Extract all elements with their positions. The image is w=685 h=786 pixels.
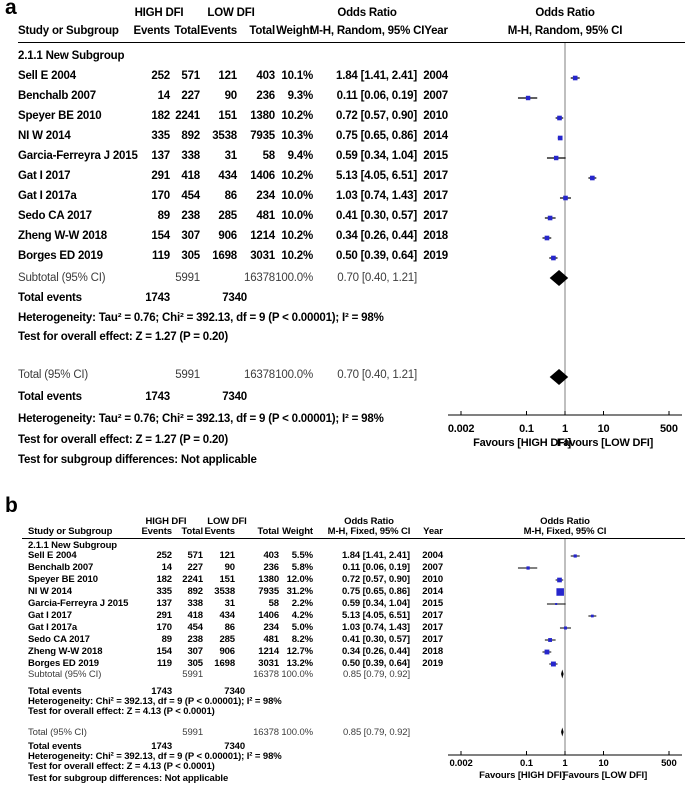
- year-value: 2010: [422, 574, 443, 585]
- axis-tick-label: 1: [562, 758, 568, 769]
- plot-odds-ratio-header: Odds Ratio: [540, 516, 590, 527]
- or-point-marker: [558, 136, 563, 141]
- total-high-value: 338: [181, 150, 200, 162]
- or-point-marker: [551, 662, 556, 667]
- study-name: Garcia-Ferreyra J 2015: [28, 598, 129, 609]
- axis-tick-label: 0.1: [519, 423, 534, 435]
- total-events-low: 7340: [222, 292, 247, 304]
- total-high-value: 307: [187, 646, 203, 657]
- study-name: Gat I 2017a: [18, 190, 77, 202]
- total-high-value: 418: [187, 610, 203, 621]
- events-high-value: 182: [151, 110, 170, 122]
- panel-a-label: a: [5, 0, 17, 19]
- total-high-value: 238: [187, 634, 203, 645]
- total-low-value: 3031: [250, 250, 275, 262]
- weight-value: 2.2%: [291, 598, 313, 609]
- year-value: 2017: [423, 210, 448, 222]
- or-ci-value: 0.59 [0.34, 1.04]: [341, 598, 410, 609]
- total-high-value: 305: [181, 250, 200, 262]
- axis-tick-label: 10: [597, 423, 610, 435]
- year-value: 2018: [423, 230, 448, 242]
- total-high-value: 338: [187, 598, 203, 609]
- or-ci-value: 1.03 [0.74, 1.43]: [336, 190, 417, 202]
- total-low-value: 403: [256, 70, 275, 82]
- events-low-value: 1698: [212, 250, 237, 262]
- total-low-value: 58: [262, 150, 275, 162]
- total-low-value: 3031: [258, 658, 279, 669]
- weight-value: 10.2%: [281, 250, 313, 262]
- total-low-value: 1406: [250, 170, 275, 182]
- subtotal-total-low: 16378: [244, 272, 275, 284]
- study-name: Sell E 2004: [18, 70, 76, 82]
- heterogeneity-text: Heterogeneity: Tau² = 0.76; Chi² = 392.13, df = 9 (P < 0.00001); I² = 98%: [18, 312, 384, 324]
- events-low-value: 3538: [214, 586, 235, 597]
- or-ci-value: 0.34 [0.26, 0.44]: [341, 646, 410, 657]
- year-value: 2007: [422, 562, 443, 573]
- total-label: Total (95% CI): [28, 727, 87, 738]
- total-low-value: 234: [263, 622, 279, 633]
- year-value: 2014: [422, 586, 443, 597]
- total-events2-low: 7340: [224, 741, 245, 752]
- or-point-marker: [573, 76, 578, 81]
- or-ci-value: 1.84 [1.41, 2.41]: [341, 550, 410, 561]
- overall-effect-text: Test for overall effect: Z = 4.13 (P < 0.0001): [28, 706, 215, 717]
- weight-header: Weight: [276, 25, 313, 37]
- axis-tick-label: 10: [598, 758, 609, 769]
- study-name: Borges ED 2019: [18, 250, 103, 262]
- events-high-value: 252: [151, 70, 170, 82]
- total-high-value: 418: [181, 170, 200, 182]
- total-low-value: 1214: [250, 230, 275, 242]
- subgroup-diff-text: Test for subgroup differences: Not applicable: [18, 454, 257, 466]
- favours-right-label: Favours [LOW DFI]: [556, 437, 654, 449]
- total-high-value: 571: [181, 70, 200, 82]
- events-low-value: 90: [224, 562, 235, 573]
- year-value: 2019: [423, 250, 448, 262]
- year-value: 2004: [422, 550, 443, 561]
- events-low-value: 906: [218, 230, 237, 242]
- total-low-value: 1406: [258, 610, 279, 621]
- total-events-low: 7340: [224, 686, 245, 697]
- total-events2-label: Total events: [28, 741, 82, 752]
- study-name: Sedo CA 2017: [28, 634, 90, 645]
- events-high-value: 291: [156, 610, 172, 621]
- study-name: Gat I 2017a: [28, 622, 78, 633]
- or-ci-value: 0.11 [0.06, 0.19]: [342, 562, 410, 573]
- events-high-value: 154: [151, 230, 170, 242]
- or-point-marker: [551, 256, 556, 261]
- or-point-marker: [526, 566, 529, 569]
- weight-value: 5.5%: [291, 550, 313, 561]
- subgroup-label: 2.1.1 New Subgroup: [28, 540, 117, 551]
- total-high-value: 227: [181, 90, 200, 102]
- study-name: Sell E 2004: [28, 550, 77, 561]
- events-high-value: 119: [152, 250, 170, 262]
- or-point-marker: [545, 236, 550, 241]
- events-high-value: 89: [161, 634, 172, 645]
- events-high-value: 170: [156, 622, 172, 633]
- events-low-value: 285: [219, 634, 235, 645]
- high-dfi-group-header: HIGH DFI: [145, 516, 187, 527]
- total-low-value: 403: [263, 550, 279, 561]
- or-point-marker: [555, 603, 557, 605]
- or-point-marker: [554, 156, 558, 160]
- total-low-value: 7935: [258, 586, 279, 597]
- favours-right-label: Favours [LOW DFI]: [562, 770, 648, 781]
- total-events-high: 1743: [145, 292, 170, 304]
- events-high-value: 119: [156, 658, 172, 669]
- total-events-label: Total events: [28, 686, 82, 697]
- subtotal-label: Subtotal (95% CI): [28, 669, 102, 680]
- study-name: Sedo CA 2017: [18, 210, 92, 222]
- low-dfi-group-header: LOW DFI: [207, 516, 247, 527]
- total-high-value: 454: [181, 190, 200, 202]
- total-high-value: 227: [187, 562, 203, 573]
- total-high-value: 892: [187, 586, 203, 597]
- total-total-high: 5991: [175, 369, 200, 381]
- events-low-value: 121: [218, 70, 237, 82]
- total-low-value: 236: [256, 90, 275, 102]
- events-low-header: Events: [200, 25, 237, 37]
- subtotal-label: Subtotal (95% CI): [18, 272, 106, 284]
- total-low-value: 481: [256, 210, 275, 222]
- total-total-high: 5991: [182, 727, 203, 738]
- subtotal-or-ci: 0.85 [0.79, 0.92]: [343, 669, 410, 680]
- or-point-marker: [563, 196, 568, 201]
- total-high-value: 892: [181, 130, 200, 142]
- weight-value: 9.4%: [287, 150, 313, 162]
- total-total-low: 16378: [244, 369, 275, 381]
- weight-value: 5.8%: [291, 562, 313, 573]
- or-ci-value: 0.72 [0.57, 0.90]: [336, 110, 417, 122]
- events-high-value: 14: [161, 562, 172, 573]
- total-low-value: 236: [263, 562, 279, 573]
- year-value: 2019: [422, 658, 443, 669]
- total-total-low: 16378: [253, 727, 279, 738]
- study-column-header: Study or Subgroup: [18, 25, 119, 37]
- or-point-marker: [556, 588, 564, 596]
- subgroup-diff-text: Test for subgroup differences: Not applicable: [28, 773, 229, 784]
- study-name: Zheng W-W 2018: [18, 230, 107, 242]
- or-ci-value: 0.75 [0.65, 0.86]: [341, 586, 410, 597]
- total-high-header: Total: [174, 25, 200, 37]
- year-header: Year: [423, 526, 443, 537]
- axis-tick-label: 0.1: [520, 758, 533, 769]
- subtotal-total-low: 16378: [253, 669, 279, 680]
- axis-tick-label: 500: [661, 758, 677, 769]
- or-ci-value: 1.84 [1.41, 2.41]: [336, 70, 417, 82]
- or-point-marker: [548, 638, 552, 642]
- total-low-value: 234: [256, 190, 275, 202]
- high-dfi-group-header: HIGH DFI: [134, 7, 184, 19]
- total-events2-label: Total events: [18, 391, 82, 403]
- events-low-value: 31: [224, 598, 235, 609]
- total-low-value: 1380: [258, 574, 279, 585]
- plot-method-header: M-H, Random, 95% CI: [507, 25, 623, 37]
- total-diamond: [561, 728, 564, 737]
- events-low-value: 151: [218, 110, 237, 122]
- year-value: 2018: [422, 646, 443, 657]
- events-high-value: 335: [151, 130, 170, 142]
- subtotal-total-high: 5991: [175, 272, 200, 284]
- plot-method-header: M-H, Fixed, 95% CI: [523, 526, 607, 537]
- events-high-value: 291: [151, 170, 170, 182]
- axis-tick-label: 1: [562, 423, 568, 435]
- year-value: 2015: [423, 150, 448, 162]
- weight-value: 10.1%: [281, 70, 313, 82]
- events-high-value: 14: [157, 90, 170, 102]
- favours-left-label: Favours [HIGH DFI]: [479, 770, 565, 781]
- weight-value: 9.3%: [287, 90, 313, 102]
- events-low-header: Events: [204, 526, 235, 537]
- weight-value: 13.2%: [286, 658, 313, 669]
- events-low-value: 434: [219, 610, 235, 621]
- total-events2-high: 1743: [151, 741, 172, 752]
- year-value: 2017: [423, 190, 448, 202]
- total-low-value: 481: [263, 634, 279, 645]
- weight-value: 10.0%: [281, 190, 313, 202]
- events-low-value: 151: [219, 574, 235, 585]
- overall-effect-text: Test for overall effect: Z = 1.27 (P = 0.20): [18, 331, 229, 343]
- or-ci-value: 0.75 [0.65, 0.86]: [336, 130, 417, 142]
- events-low-value: 121: [219, 550, 235, 561]
- total-events-label: Total events: [18, 292, 82, 304]
- events-low-value: 906: [219, 646, 235, 657]
- subtotal-weight: 100.0%: [275, 272, 313, 284]
- weight-value: 12.7%: [286, 646, 313, 657]
- low-dfi-group-header: LOW DFI: [207, 7, 255, 19]
- weight-value: 10.2%: [281, 230, 313, 242]
- weight-value: 8.2%: [291, 634, 313, 645]
- events-high-value: 252: [156, 550, 172, 561]
- axis-tick-label: 500: [660, 423, 678, 435]
- year-header: Year: [424, 25, 448, 37]
- total-low-value: 7935: [250, 130, 275, 142]
- overall-effect2-text: Test for overall effect: Z = 1.27 (P = 0.20): [18, 434, 229, 446]
- total-weight: 100.0%: [281, 727, 313, 738]
- heterogeneity2-text: Heterogeneity: Tau² = 0.76; Chi² = 392.13, df = 9 (P < 0.00001); I² = 98%: [18, 413, 384, 425]
- total-or-ci: 0.85 [0.79, 0.92]: [343, 727, 410, 738]
- panel-b-label: b: [5, 494, 18, 517]
- axis-tick-label: 0.002: [449, 758, 473, 769]
- or-ci-value: 0.50 [0.39, 0.64]: [336, 250, 417, 262]
- year-value: 2004: [423, 70, 448, 82]
- or-point-marker: [591, 615, 594, 618]
- study-name: Zheng W-W 2018: [28, 646, 103, 657]
- or-point-marker: [590, 176, 595, 181]
- events-high-header: Events: [141, 526, 172, 537]
- total-high-value: 454: [187, 622, 203, 633]
- forest-plot: [0, 498, 685, 786]
- study-name: Benchalb 2007: [18, 90, 96, 102]
- odds-ratio-column-header: Odds Ratio: [344, 516, 394, 527]
- total-low-header: Total: [257, 526, 279, 537]
- events-high-value: 182: [156, 574, 172, 585]
- or-ci-value: 0.50 [0.39, 0.64]: [341, 658, 410, 669]
- weight-value: 10.2%: [281, 110, 313, 122]
- subgroup-label: 2.1.1 New Subgroup: [18, 50, 125, 62]
- weight-value: 12.0%: [286, 574, 313, 585]
- or-method-header: M-H, Random, 95% CI: [309, 25, 425, 37]
- total-high-value: 2241: [182, 574, 203, 585]
- total-or-ci: 0.70 [0.40, 1.21]: [337, 369, 417, 381]
- events-low-value: 90: [224, 90, 237, 102]
- or-point-marker: [564, 626, 567, 629]
- total-high-value: 238: [181, 210, 200, 222]
- study-name: NI W 2014: [28, 586, 72, 597]
- total-events2-low: 7340: [222, 391, 247, 403]
- axis-tick-label: 0.002: [447, 423, 475, 435]
- study-name: Speyer BE 2010: [18, 110, 102, 122]
- year-value: 2017: [422, 622, 443, 633]
- year-value: 2017: [422, 610, 443, 621]
- subtotal-or-ci: 0.70 [0.40, 1.21]: [337, 272, 417, 284]
- events-low-value: 1698: [214, 658, 235, 669]
- subtotal-total-high: 5991: [182, 669, 203, 680]
- weight-value: 31.2%: [286, 586, 313, 597]
- plot-odds-ratio-header: Odds Ratio: [535, 7, 595, 19]
- weight-value: 10.3%: [281, 130, 313, 142]
- events-low-value: 3538: [212, 130, 237, 142]
- weight-value: 5.0%: [291, 622, 313, 633]
- study-column-header: Study or Subgroup: [28, 526, 113, 537]
- total-low-value: 1380: [250, 110, 275, 122]
- subtotal-weight: 100.0%: [281, 669, 313, 680]
- or-ci-value: 5.13 [4.05, 6.51]: [336, 170, 417, 182]
- year-value: 2007: [423, 90, 448, 102]
- events-high-value: 170: [151, 190, 170, 202]
- or-ci-value: 0.59 [0.34, 1.04]: [336, 150, 417, 162]
- study-name: Gat I 2017: [18, 170, 71, 182]
- study-name: Speyer BE 2010: [28, 574, 98, 585]
- heterogeneity-text: Heterogeneity: Chi² = 392.13, df = 9 (P < 0.00001); I² = 98%: [28, 696, 282, 707]
- events-high-value: 137: [151, 150, 170, 162]
- or-ci-value: 0.72 [0.57, 0.90]: [341, 574, 410, 585]
- or-point-marker: [557, 578, 562, 583]
- or-ci-value: 0.34 [0.26, 0.44]: [336, 230, 417, 242]
- events-low-value: 434: [218, 170, 237, 182]
- total-events-high: 1743: [151, 686, 172, 697]
- or-ci-value: 0.11 [0.06, 0.19]: [336, 90, 417, 102]
- weight-value: 10.2%: [281, 170, 313, 182]
- events-high-header: Events: [133, 25, 170, 37]
- events-low-value: 86: [224, 190, 237, 202]
- total-low-header: Total: [249, 25, 275, 37]
- total-events2-high: 1743: [145, 391, 170, 403]
- year-value: 2015: [422, 598, 443, 609]
- study-name: Benchalb 2007: [28, 562, 94, 573]
- year-value: 2017: [423, 170, 448, 182]
- events-low-value: 86: [224, 622, 235, 633]
- study-name: Garcia-Ferreyra J 2015: [18, 150, 138, 162]
- or-ci-value: 5.13 [4.05, 6.51]: [341, 610, 410, 621]
- events-high-value: 89: [157, 210, 170, 222]
- panel-b: [0, 494, 685, 786]
- events-low-value: 285: [218, 210, 237, 222]
- total-label: Total (95% CI): [18, 369, 89, 381]
- study-name: NI W 2014: [18, 130, 71, 142]
- year-value: 2010: [423, 110, 448, 122]
- year-value: 2017: [422, 634, 443, 645]
- odds-ratio-column-header: Odds Ratio: [337, 7, 397, 19]
- or-ci-value: 0.41 [0.30, 0.57]: [336, 210, 417, 222]
- or-point-marker: [526, 96, 530, 100]
- favours-left-label: Favours [HIGH DFI]: [473, 437, 571, 449]
- or-method-header: M-H, Fixed, 95% CI: [327, 526, 411, 537]
- weight-value: 4.2%: [291, 610, 313, 621]
- heterogeneity2-text: Heterogeneity: Chi² = 392.13, df = 9 (P < 0.00001); I² = 98%: [28, 751, 282, 762]
- total-weight: 100.0%: [275, 369, 313, 381]
- total-high-value: 305: [187, 658, 203, 669]
- or-point-marker: [574, 554, 577, 557]
- events-high-value: 137: [156, 598, 172, 609]
- or-ci-value: 0.41 [0.30, 0.57]: [341, 634, 410, 645]
- events-high-value: 335: [156, 586, 172, 597]
- total-high-value: 571: [187, 550, 203, 561]
- year-value: 2014: [423, 130, 448, 142]
- events-high-value: 154: [156, 646, 172, 657]
- total-high-value: 307: [181, 230, 200, 242]
- study-name: Gat I 2017: [28, 610, 72, 621]
- or-point-marker: [557, 116, 562, 121]
- total-low-value: 1214: [258, 646, 279, 657]
- total-high-value: 2241: [175, 110, 200, 122]
- events-low-value: 31: [224, 150, 237, 162]
- weight-value: 10.0%: [281, 210, 313, 222]
- total-high-header: Total: [181, 526, 203, 537]
- weight-header: Weight: [282, 526, 313, 537]
- or-point-marker: [548, 216, 553, 221]
- subtotal-diamond: [561, 670, 564, 679]
- overall-effect2-text: Test for overall effect: Z = 4.13 (P < 0.0001): [28, 761, 215, 772]
- or-ci-value: 1.03 [0.74, 1.43]: [341, 622, 410, 633]
- study-name: Borges ED 2019: [28, 658, 99, 669]
- or-point-marker: [545, 650, 550, 655]
- total-low-value: 58: [268, 598, 279, 609]
